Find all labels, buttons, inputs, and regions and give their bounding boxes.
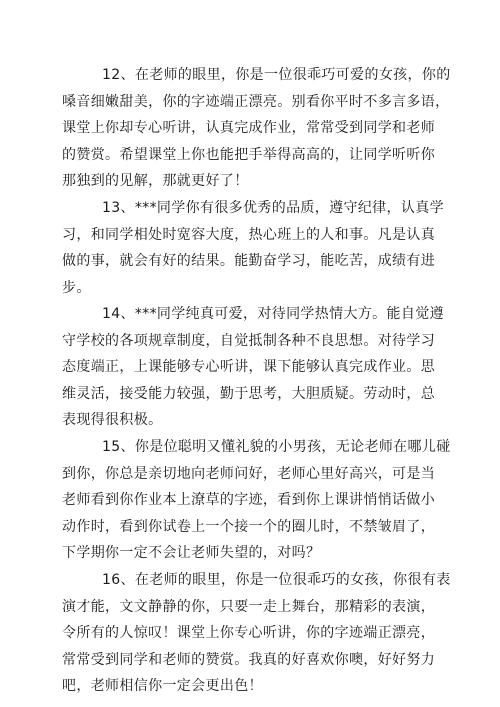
paragraph-line: 老师看到你作业本上潦草的字迹，看到你上课讲悄悄话做小 [62, 492, 436, 509]
paragraph-line: 的赞赏。希望课堂上你也能把手举得高高的，让同学听听你 [62, 146, 436, 163]
paragraph-line: 态度端正，上课能够专心听讲，课下能够认真完成作业。思 [62, 359, 436, 376]
paragraph-line: 12、在老师的眼里，你是一位很乖巧可爱的女孩，你的 [102, 67, 451, 83]
paragraph-line: 令所有的人惊叹！课堂上你专心听讲，你的字迹端正漂亮， [62, 625, 436, 642]
paragraph-line: 13、***同学你有很多优秀的品质，遵守纪律，认真学 [102, 200, 444, 216]
paragraph-line: 下学期你一定不会让老师失望的，对吗？ [62, 545, 321, 562]
comment-paragraph-15 [62, 434, 451, 567]
paragraph-line: 表现得很积极。 [62, 412, 163, 429]
paragraph-line: 15、你是位聪明又懂礼貌的小男孩，无论老师在哪儿碰 [102, 439, 451, 455]
paragraph-line: 习，和同学相处时宽容大度，热心班上的人和事。凡是认真 [62, 226, 436, 243]
paragraph-line: 课堂上你却专心听讲，认真完成作业，常常受到同学和老师 [62, 120, 436, 137]
paragraph-line: 步。 [62, 279, 91, 296]
paragraph-line: 嗓音细嫩甜美，你的字迹端正漂亮。别看你平时不多言多语， [62, 93, 450, 110]
paragraph-line: 演才能，文文静静的你，只要一走上舞台，那精彩的表演， [62, 598, 436, 615]
paragraph-line: 常常受到同学和老师的赞赏。我真的好喜欢你噢，好好努力 [62, 651, 436, 668]
paragraph-line: 动作时，看到你试卷上一个接一个的圈儿时，不禁皱眉了， [62, 518, 436, 535]
comment-paragraph-13 [62, 195, 444, 301]
comment-paragraph-12 [62, 62, 451, 195]
paragraph-line: 守学校的各项规章制度，自觉抵制各种不良思想。对待学习 [62, 332, 436, 349]
paragraph-line: 做的事，就会有好的结果。能勤奋学习，能吃苦，成绩有进 [62, 253, 436, 270]
paragraph-line: 16、在老师的眼里，你是一位很乖巧的女孩，你很有表 [102, 572, 451, 588]
paragraph-line: 那独到的见解，那就更好了！ [62, 173, 249, 190]
comment-paragraph-14 [62, 301, 444, 434]
paragraph-line: 到你，你总是亲切地向老师问好，老师心里好高兴，可是当 [62, 465, 436, 482]
paragraph-line: 14、***同学纯真可爱，对待同学热情大方。能自觉遵 [102, 306, 444, 322]
comment-paragraph-16 [62, 567, 451, 700]
paragraph-line: 吧，老师相信你一定会更出色！ [62, 678, 263, 695]
paragraph-line: 维灵活，接受能力较强，勤于思考，大胆质疑。劳动时，总 [62, 385, 436, 402]
